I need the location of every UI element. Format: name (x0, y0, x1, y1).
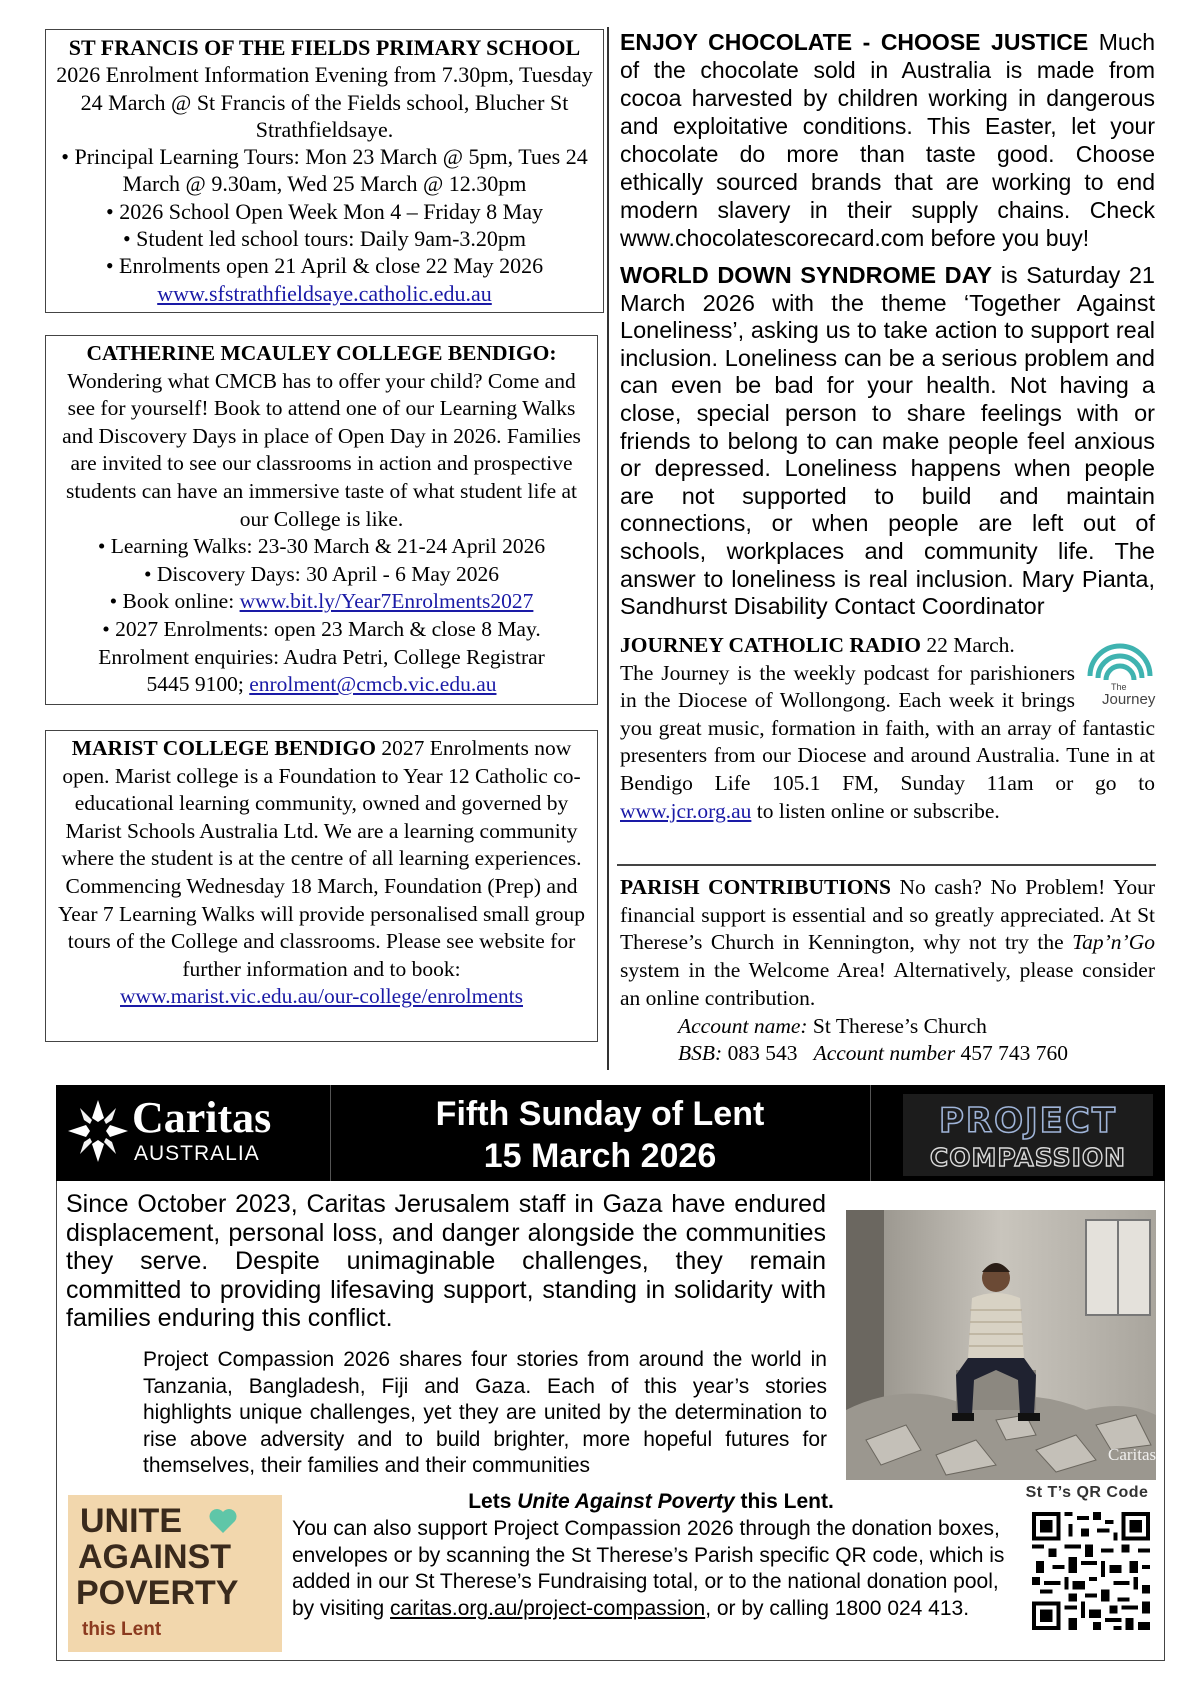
cmcb-days: • Discovery Days: 30 April - 6 May 2026 (143, 561, 500, 586)
project-compassion-logo (903, 1094, 1153, 1176)
parish-body1: No cash? No Problem! Your financial support is essential and so greatly appreciated. At St Therese’s Church in Kennington, why not try the (620, 875, 1155, 955)
parish-tapngo: Tap’n’Go (1072, 930, 1155, 955)
st-francis-link[interactable]: www.sfstrathfieldsaye.catholic.edu.au (157, 280, 492, 306)
cmcb-book-prefix: • Book online: (109, 589, 240, 614)
down-syndrome-body: is Saturday 21 March 2026 with the theme ‘Together Against Loneliness’, asking us to take action to support real inclusion. Loneliness can be a serious problem and can even be bad for your health. Not having a close, special person to share feelings with or friends to belong to can make people feel anxious or depressed. Loneliness happens when people are not supported to build and maintain connections, or when people are left out of schools, workplaces and community life. The answer to loneliness is real inclusion. Mary Pianta, Sandhurst Disability Contact Coordinator (620, 262, 1155, 620)
caritas-logo (64, 1092, 324, 1174)
unite-line4: this Lent (82, 1619, 162, 1640)
caritas-logo-name: Caritas (132, 1093, 272, 1142)
caritas-cross-icon (66, 1096, 130, 1166)
cmcb-email-link[interactable]: enrolment@cmcb.vic.edu.au (249, 672, 497, 697)
journey-link[interactable]: www.jcr.org.au (620, 798, 752, 823)
unite-line2: AGAINST (78, 1538, 231, 1576)
cmcb-book-link[interactable]: www.bit.ly/Year7Enrolments2027 (239, 589, 534, 614)
project-compassion-stories: Project Compassion 2026 shares four stories from around the world in Tanzania, Bangladesh, Fiji and Gaza. Each of this year’s stories highlights unique challenges, yet they are united by the determination to rise above adversity and to build brighter, more hopeful futures for themselves, their families and their communities (143, 1348, 827, 1477)
lets-suffix: this Lent. (734, 1490, 834, 1513)
st-francis-item: • Enrolments open 21 April & close 22 May 2026 (105, 253, 544, 279)
section-divider (617, 864, 1156, 866)
down-syndrome-heading: WORLD DOWN SYNDROME DAY (620, 262, 993, 288)
marist-notice (45, 730, 598, 1042)
account-number-value: 457 743 760 (955, 1041, 1068, 1066)
journey-date: 22 March. (921, 633, 1015, 657)
account-number-line (620, 1040, 1155, 1068)
journey-notice (620, 632, 1155, 825)
lets-emphasis: Unite Against Poverty (517, 1490, 735, 1513)
journey-heading: JOURNEY CATHOLIC RADIO (620, 633, 922, 657)
banner-divider (330, 1085, 331, 1181)
parish-contributions (620, 874, 1155, 1068)
bsb-value: 083 543 (722, 1041, 798, 1066)
heart-icon (208, 1507, 238, 1535)
pc-logo-line2: COMPASSION (929, 1143, 1127, 1172)
unite-against-poverty-logo (68, 1495, 282, 1652)
banner-divider (870, 1085, 871, 1181)
lent-title-line2: 15 March 2026 (483, 1137, 717, 1175)
journey-logo-spacer (1075, 660, 1155, 714)
st-therese-qr-code[interactable] (1032, 1512, 1150, 1630)
caritas-link[interactable]: caritas.org.au/project-compassion (390, 1597, 706, 1621)
bsb-label: BSB: (678, 1041, 723, 1066)
caritas-logo-country: AUSTRALIA (134, 1142, 260, 1165)
marist-heading: MARIST COLLEGE BENDIGO (71, 736, 376, 760)
st-francis-heading: ST FRANCIS OF THE FIELDS PRIMARY SCHOOL (68, 35, 581, 60)
unite-line3: POVERTY (76, 1574, 239, 1612)
column-divider (607, 27, 609, 1070)
st-francis-intro: 2026 Enrolment Information Evening from 7.30pm, Tuesday 24 March @ St Francis of the Fields school, Blucher St Strathfieldsaye. (56, 62, 593, 142)
chocolate-notice (620, 28, 1155, 252)
journey-logo-name: Journey (1102, 691, 1156, 708)
cmcb-walks: • Learning Walks: 23-30 March & 21-24 April 2026 (97, 534, 546, 559)
photo-watermark: Caritas (1108, 1445, 1156, 1464)
lent-title-line1: Fifth Sunday of Lent (435, 1095, 765, 1133)
qr-caption: St T’s QR Code (1025, 1484, 1149, 1501)
cmcb-notice (45, 335, 598, 705)
gaza-photo (846, 1210, 1156, 1480)
journey-tail: to listen online or subscribe. (751, 798, 1000, 823)
account-name-label: Account name: (678, 1013, 808, 1038)
unite-support-text (292, 1489, 1010, 1623)
support-body (292, 1516, 1010, 1623)
marist-link[interactable]: www.marist.vic.edu.au/our-college/enrolments (120, 984, 523, 1009)
chocolate-heading: ENJOY CHOCOLATE - CHOOSE JUSTICE (620, 29, 1089, 55)
support-text: You can also support Project Compassion 2026 through the donation boxes, envelopes or by scanning the St Therese’s Parish specific QR code, which is added in our St Therese’s Fundraising total, or to the national donation pool, by visiting (292, 1516, 1005, 1621)
cmcb-enrol: • 2027 Enrolments: open 23 March & close 8 May. (102, 616, 541, 641)
account-name-value: St Therese’s Church (807, 1013, 987, 1038)
chocolate-body: Much of the chocolate sold in Australia is made from cocoa harvested by children working in dangerous and exploitative conditions. This Easter, let your chocolate do more than taste good. Choose ethically sourced brands that are working to end modern slavery in their supply chains. Check www.chocolatescorecard.com before you buy! (620, 29, 1155, 251)
st-francis-notice (45, 29, 604, 313)
parish-body2: system in the Welcome Area! Alternatively, please consider an online contribution. (620, 958, 1155, 1010)
marist-body: 2027 Enrolments now open. Marist college is a Foundation to Year 12 Catholic co-educational learning community, owned and governed by Marist Schools Australia Ltd. We are a learning community where the student is at the centre of all learning experiences. Commencing Wednesday 18 March, Foundation (Prep) and Year 7 Learning Walks will provide personalised small group tours of the College and classrooms. Please see website for further information and to book: (57, 736, 586, 981)
journey-logo-the: The (1111, 682, 1127, 692)
parish-text (620, 874, 1155, 1013)
st-francis-item: • 2026 School Open Week Mon 4 – Friday 8 May (106, 198, 543, 224)
pc-logo-line1: PROJECT (938, 1101, 1118, 1141)
lent-title (332, 1093, 868, 1177)
lets-heading (292, 1489, 1010, 1516)
journey-body-wrap (620, 660, 1155, 826)
st-francis-item: • Student led school tours: Daily 9am-3.20pm (122, 226, 527, 252)
cmcb-enquiries: Enrolment enquiries: Audra Petri, College Registrar (98, 644, 545, 669)
parish-heading: PARISH CONTRIBUTIONS (620, 875, 891, 899)
account-number-label: Account number (813, 1041, 956, 1066)
unite-line1: UNITE (80, 1502, 182, 1540)
cmcb-intro: Wondering what CMCB has to offer your child? Come and see for yourself! Book to attend one of our Learning Walks and Discovery Days in place of Open Day in 2026. Families are invited to see our classrooms in action and prospective students can have an immersive taste of what student life at our College is like. (62, 368, 581, 531)
journey-body: The Journey is the weekly podcast for parishioners in the Diocese of Wollongong. Each week it brings you great music, formation in faith, with an array of fantastic presenters from our Diocese and around Australia. Tune in at Bendigo Life 105.1 FM, Sunday 11am or go to (620, 660, 1155, 795)
gaza-text: Since October 2023, Caritas Jerusalem staff in Gaza have endured displacement, personal loss, and danger alongside the communities they serve. Despite unimaginable challenges, they remain committed to providing lifesaving support, standing in solidarity with families enduring this conflict. (66, 1190, 826, 1332)
lets-prefix: Lets (468, 1490, 518, 1513)
cmcb-heading: CATHERINE MCAULEY COLLEGE BENDIGO: (86, 341, 557, 365)
support-tail: , or by calling 1800 024 413. (705, 1597, 970, 1621)
account-name-line (620, 1013, 1155, 1041)
st-francis-item: • Principal Learning Tours: Mon 23 March @ 5pm, Tues 24 March @ 9.30am, Wed 25 March @ 12.30pm (61, 144, 588, 197)
cmcb-phone: 5445 9100; (146, 672, 250, 697)
down-syndrome-notice (620, 262, 1155, 621)
